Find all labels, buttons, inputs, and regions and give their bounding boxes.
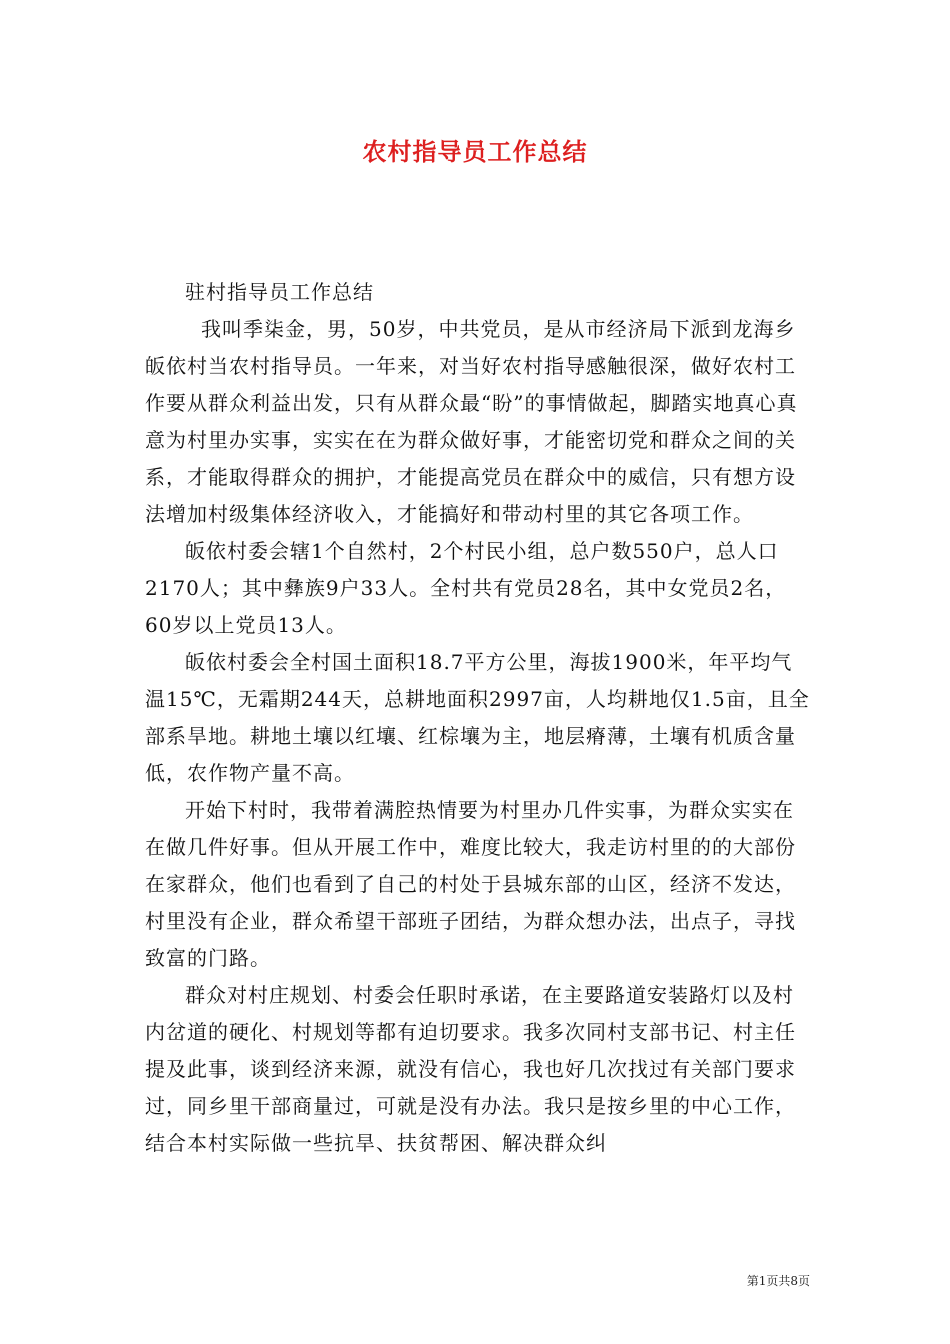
page-number: 第1页共8页 (746, 1274, 810, 1288)
paragraph-initial-work: 开始下村时，我带着满腔热情要为村里办几件实事，为群众实实在在做几件好事。但从开展工作中，难度比较大，我走访村里的的大部份在家群众，他们也看到了自己的村处于县城东部的山区，经济不发达，村里没有企业，群众希望干部班子团结，为群众想办法，出点子，寻找致富的门路。 (145, 798, 796, 970)
document-title: 农村指导员工作总结 (362, 137, 588, 166)
paragraph-village-land: 皈依村委会全村国土面积18.7平方公里，海拔1900米，年平均气温15℃，无霜期244天，总耕地面积2997亩，人均耕地仅1.5亩，且全部系旱地。耕地土壤以红壤、红棕壤为主，地层瘠薄，土壤有机质含量低，农作物产量不高。 (145, 650, 810, 785)
paragraph-introduction: 我叫季柒金，男，50岁，中共党员，是从市经济局下派到龙海乡皈依村当农村指导员。一年来，对当好农村指导感触很深，做好农村工作要从群众利益出发，只有从群众最“盼”的事情做起，脚踏实地真心真意为村里办实事，实实在在为群众做好事，才能密切党和群众之间的关系，才能取得群众的拥护，才能提高党员在群众中的威信，只有想方设法增加村级集体经济收入，才能搞好和带动村里的其它各项工作。 (145, 317, 798, 526)
paragraph-heading: 驻村指导员工作总结 (185, 280, 374, 304)
document-body (145, 274, 810, 1162)
paragraph-village-population: 皈依村委会辖1个自然村，2个村民小组，总户数550户，总人口2170人；其中彝族9户33人。全村共有党员28名，其中女党员2名，60岁以上党员13人。 (145, 539, 787, 637)
paragraph-community-requests: 群众对村庄规划、村委会任职时承诺，在主要路道安装路灯以及村内岔道的硬化、村规划等都有迫切要求。我多次同村支部书记、村主任提及此事，谈到经济来源，就没有信心，我也好几次找过有关部门要求过，同乡里干部商量过，可就是没有办法。我只是按乡里的中心工作，结合本村实际做一些抗旱、扶贫帮困、解决群众纠 (145, 983, 796, 1155)
